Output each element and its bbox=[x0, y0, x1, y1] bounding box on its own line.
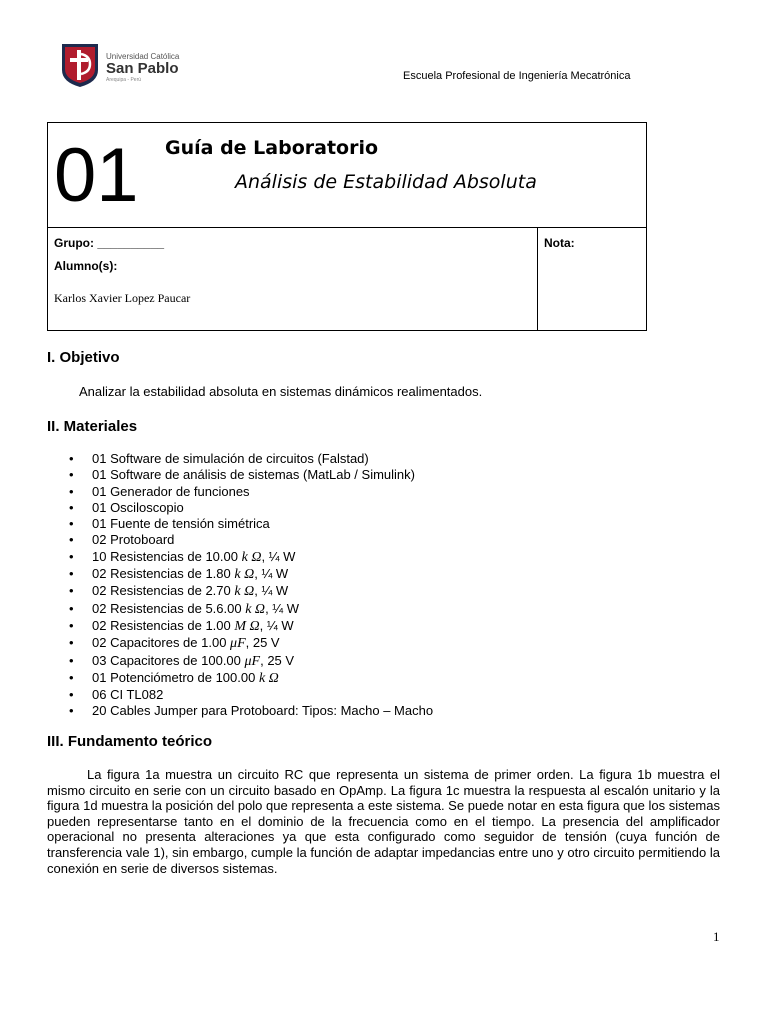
material-text: 02 Resistencias de 2.70 bbox=[92, 583, 235, 599]
materials-heading: II. Materiales bbox=[47, 418, 138, 435]
material-item bbox=[47, 500, 433, 516]
material-text: 10 Resistencias de 10.00 bbox=[92, 548, 242, 564]
objective-heading: I. Objetivo bbox=[47, 349, 120, 366]
material-rating: , ¼ W bbox=[259, 617, 294, 633]
material-unit: k Ω bbox=[258, 670, 279, 686]
material-rating: , ¼ W bbox=[265, 600, 300, 616]
guide-subtitle: Análisis de Estabilidad Absoluta bbox=[235, 171, 537, 193]
material-item bbox=[47, 484, 433, 500]
material-rating: , 25 V bbox=[260, 652, 295, 668]
logo-line3: Arequipa - Perú bbox=[106, 77, 142, 83]
material-text: 02 Resistencias de 5.6.00 bbox=[92, 600, 246, 616]
material-rating: , ¼ W bbox=[254, 566, 289, 582]
material-item bbox=[47, 583, 433, 600]
material-text: 02 Resistencias de 1.80 bbox=[92, 566, 235, 582]
material-rating: , ¼ W bbox=[261, 548, 296, 564]
grade-label: Nota: bbox=[544, 236, 575, 250]
material-text: 01 Software de análisis de sistemas (MatLab / Simulink) bbox=[92, 467, 415, 483]
material-text: 03 Capacitores de 100.00 bbox=[92, 652, 245, 668]
material-unit: M Ω bbox=[234, 618, 260, 634]
student-name: Karlos Xavier Lopez Paucar bbox=[54, 291, 191, 305]
divider bbox=[537, 227, 538, 330]
logo-line1: Universidad Católica bbox=[106, 52, 180, 61]
guide-title: Guía de Laboratorio bbox=[165, 137, 379, 159]
logo-line2: San Pablo bbox=[106, 60, 179, 77]
shield-icon bbox=[60, 42, 100, 88]
material-unit: μF bbox=[244, 653, 261, 669]
divider bbox=[48, 227, 646, 228]
material-text: 02 Capacitores de 1.00 bbox=[92, 635, 231, 651]
material-item bbox=[47, 451, 433, 467]
group-field[interactable]: Grupo: __________ bbox=[54, 236, 165, 250]
theory-paragraph bbox=[47, 767, 720, 876]
material-item bbox=[47, 670, 433, 687]
material-unit: μF bbox=[230, 636, 246, 652]
title-box bbox=[47, 122, 647, 331]
material-text: 20 Cables Jumper para Protoboard: Tipos: Macho – Macho bbox=[92, 703, 434, 719]
material-item bbox=[47, 635, 433, 652]
material-item bbox=[47, 703, 433, 719]
materials-list bbox=[47, 451, 433, 720]
material-text: 06 CI TL082 bbox=[92, 687, 164, 703]
material-item bbox=[47, 467, 433, 483]
material-item bbox=[47, 516, 433, 532]
objective-text: Analizar la estabilidad absoluta en sistemas dinámicos realimentados. bbox=[79, 384, 483, 399]
material-text: 02 Protoboard bbox=[92, 532, 175, 548]
material-item bbox=[47, 601, 433, 618]
material-item bbox=[47, 549, 433, 566]
material-unit: k Ω bbox=[234, 567, 255, 583]
material-text: 01 Software de simulación de circuitos (Falstad) bbox=[92, 451, 369, 466]
page-number: 1 bbox=[713, 929, 720, 944]
theory-heading: III. Fundamento teórico bbox=[47, 733, 213, 750]
material-text: 01 Fuente de tensión simétrica bbox=[92, 516, 270, 532]
material-unit: k Ω bbox=[245, 601, 266, 617]
material-text: 01 Potenciómetro de 100.00 bbox=[92, 669, 259, 685]
material-item bbox=[47, 618, 433, 635]
students-label: Alumno(s): bbox=[54, 259, 118, 273]
material-rating: , 25 V bbox=[245, 635, 280, 651]
material-unit: k Ω bbox=[234, 584, 255, 600]
material-unit: k Ω bbox=[241, 549, 262, 565]
material-rating: , ¼ W bbox=[254, 583, 289, 599]
material-item bbox=[47, 653, 433, 670]
guide-number: 01 bbox=[54, 133, 139, 218]
university-logo bbox=[60, 42, 190, 90]
theory-text: La figura 1a muestra un circuito RC que representa un sistema de primer orden. La figura 1b muestra el mismo circuito en serie con un circuito basado en OpAmp. La figura 1c muestra la respuesta al escalón unitario y la figura 1d muestra la posición del polo que representa a este sistema. Se puede notar en esta figura que los sistemas pueden representarse tanto en el dominio de la frecuencia como en el tiempo. La presencia del amplificador operacional no presenta alteraciones ya que esta configurado como seguidor de tensión (cuya función de transferencia vale 1), sin embargo, cumple la función de adaptar impedancias entre uno y otro circuito permitiendo la conexión en serie de diversos sistemas. bbox=[47, 767, 720, 876]
material-text: 01 Osciloscopio bbox=[92, 499, 184, 515]
material-item bbox=[47, 566, 433, 583]
material-item bbox=[47, 687, 433, 703]
school-name: Escuela Profesional de Ingeniería Mecatrónica bbox=[403, 70, 631, 82]
material-text: 01 Generador de funciones bbox=[92, 483, 250, 499]
material-item bbox=[47, 532, 433, 548]
material-text: 02 Resistencias de 1.00 bbox=[92, 617, 235, 633]
